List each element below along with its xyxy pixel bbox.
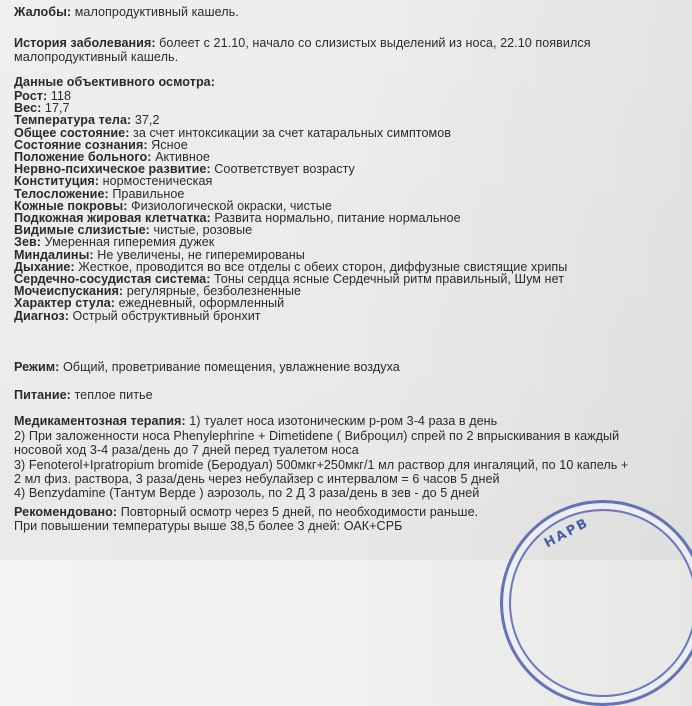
regimen-text: Общий, проветривание помещения, увлажнение воздуха — [59, 360, 400, 374]
exam-row-label: Видимые слизистые: — [14, 223, 150, 238]
exam-row-value: Развита нормально, питание нормальное — [210, 211, 461, 225]
exam-row-label: Диагноз: — [14, 308, 69, 323]
exam-row-label: Телосложение: — [14, 186, 109, 201]
exam-row-label: Сердечно-сосудистая система: — [14, 272, 211, 286]
exam-row-label: Рост: — [14, 89, 48, 103]
exam-heading: Данные объективного осмотра: — [14, 75, 215, 89]
complaints-label: Жалобы: — [14, 5, 72, 19]
history-text-1: болеет с 21.10, начало со слизистых выделений из носа, 22.10 появился — [155, 36, 591, 50]
therapy-item-line: 3) Fenoterol+Ipratropium bromide (Беродуал) 500мкг+250мкг/1 мл раствор для ингаляций, по 10 капель + — [14, 457, 629, 472]
exam-row-label: Миндалины: — [14, 247, 94, 262]
history-line-2 — [14, 50, 178, 64]
exam-row-label: Нервно-психическое развитие: — [14, 162, 211, 177]
therapy-item-line: 2 мл физ. раствора, 3 раза/день через небулайзер с интервалом = 6 часов 5 дней — [14, 471, 500, 486]
exam-row-label: Характер стула: — [14, 296, 116, 311]
exam-row-value: ежедневный, оформленный — [115, 296, 285, 311]
exam-row-value: Ясное — [147, 137, 188, 152]
exam-row-value: 118 — [47, 89, 72, 103]
exam-row-value: Тоны сердца ясные Сердечный ритм правильный, Шум нет — [210, 272, 565, 286]
exam-row-label: Состояние сознания: — [14, 137, 148, 152]
exam-row-value: Правильное — [108, 186, 185, 201]
stamp-text: НАРВ — [542, 515, 592, 552]
nutrition-text: теплое питье — [70, 388, 153, 402]
therapy-item-line: носовой ход 3-4 раза/день до 7 дней перед туалетом носа — [14, 443, 359, 458]
exam-row-label: Конституция: — [14, 174, 100, 189]
exam-row — [14, 309, 261, 323]
regimen-line — [14, 360, 400, 374]
exam-row-value: за счет интоксикации за счет катаральных симптомов — [129, 125, 452, 140]
exam-row-value: Умеренная гиперемия дужек — [41, 235, 215, 250]
therapy-label: Медикаментозная терапия: — [14, 414, 186, 428]
therapy-line-1 — [14, 414, 497, 428]
therapy-item-line: 4) Benzydamine (Тантум Верде ) аэрозоль, по 2 Д 3 раза/день в зев - до 5 дней — [14, 486, 480, 501]
exam-row-label: Положение больного: — [14, 150, 152, 164]
exam-row-value: регулярные, безболезненные — [123, 284, 301, 299]
regimen-label: Режим: — [14, 360, 60, 374]
official-stamp — [500, 500, 692, 706]
recommended-line-2 — [14, 519, 402, 533]
complaints-line — [14, 5, 239, 19]
therapy-text-1: 1) туалет носа изотоническим р-ром 3-4 раза в день — [185, 414, 498, 428]
exam-row-label: Подкожная жировая клетчатка: — [14, 211, 211, 225]
exam-row-label: Кожные покровы: — [14, 198, 128, 213]
history-line-1 — [14, 36, 591, 50]
history-text-2: малопродуктивный кашель. — [14, 50, 179, 64]
nutrition-label: Питание: — [14, 388, 71, 402]
exam-row-value: нормостеническая — [99, 174, 213, 189]
exam-row-label: Дыхание: — [14, 259, 75, 274]
recommended-text-1: Повторный осмотр через 5 дней, по необходимости раньше. — [117, 505, 479, 519]
exam-row-value: Не увеличены, не гиперемированы — [93, 247, 305, 262]
exam-row-value: Активное — [151, 150, 210, 164]
recommended-label: Рекомендовано: — [14, 505, 118, 519]
exam-row-label: Зев: — [14, 235, 42, 250]
recommended-line-1 — [14, 505, 478, 519]
nutrition-line — [14, 388, 153, 402]
exam-row-value: Физиологической окраски, чистые — [127, 198, 332, 213]
history-label: История заболевания: — [14, 36, 156, 50]
exam-row-value: 37,2 — [131, 113, 160, 128]
exam-row-label: Мочеиспускания: — [14, 284, 124, 299]
exam-row-value: чистые, розовые — [149, 223, 253, 238]
therapy-item-line: 2) При заложенности носа Phenylephrine + Dimetidene ( Виброцил) спрей по 2 впрыскивания в каждый — [14, 429, 620, 443]
exam-row-value: Жесткое, проводится во все отделы с обеих сторон, диффузные свистящие хрипы — [74, 259, 568, 274]
exam-row-value: Соответствует возрасту — [210, 162, 355, 177]
exam-row-value: Острый обструктивный бронхит — [68, 308, 261, 323]
complaints-text: малопродуктивный кашель. — [71, 5, 239, 19]
exam-row-label: Температура тела: — [14, 113, 132, 128]
exam-row-label: Вес: — [14, 101, 42, 116]
recommended-text-2: При повышении температуры выше 38,5 более 3 дней: ОАК+СРБ — [14, 519, 403, 533]
exam-row-label: Общее состояние: — [14, 125, 130, 140]
exam-row-value: 17,7 — [41, 101, 70, 116]
